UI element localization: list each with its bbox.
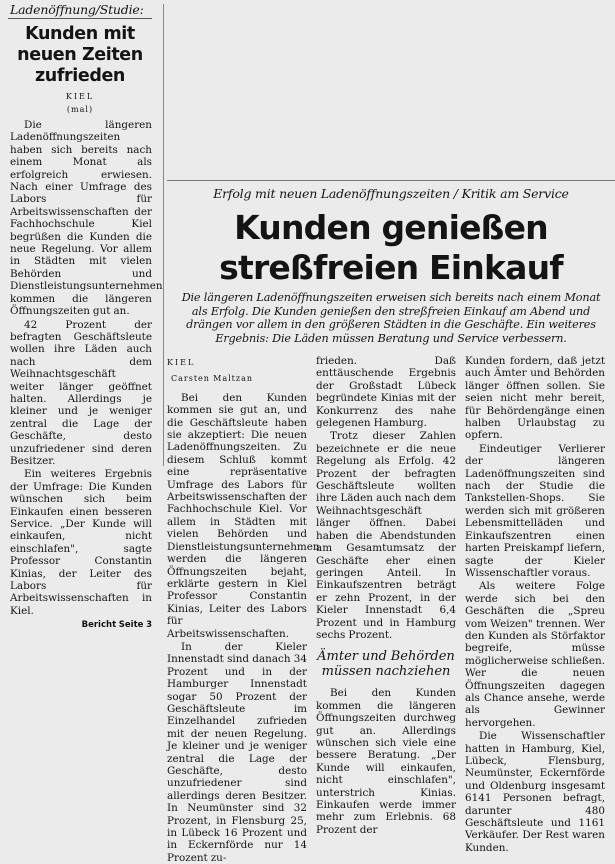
main-kicker: Erfolg mit neuen Ladenöffnungszeiten / Kritik am Service: [213, 186, 569, 201]
main-headline: [167, 208, 615, 288]
main-column-3: [465, 355, 605, 854]
column-divider: [163, 4, 164, 466]
main-lead: Die längeren Ladenöffnungszeiten erweisen sich bereits nach einem Monat als Erfolg. Die Kunden genießen den streßfreien Einkauf am Abend und drängen vor allem in den größeren Städten in die Geschäfte. Ein weiteres Ergebnis: Die Läden müssen Beratung und Service verbessern.: [181, 291, 601, 345]
left-dateline-place: KIEL: [65, 92, 95, 101]
main-subheading: Ämter und Behörden müssen nachziehen: [317, 649, 455, 680]
left-paragraph-2: 42 Prozent der befragten Geschäftsleute wollen ihre Läden auch nach dem Weihnachtsgeschäft weiter länger geöffnet halten. Allerdings je kleiner und je weniger zentral die Lage der Geschäfte, desto unzufriedener sind deren Besitzer.: [10, 318, 152, 467]
left-headline: Kunden mit neuen Zeiten zufrieden: [17, 24, 143, 86]
main-col3-paragraph-2: Eindeutiger Verlierer der längeren Ladenöffnungszeiten sind nach der Studie die Tankstellen-Shops. Sie werden sich mit größeren Lebensmittelläden und Einkaufszentren einen harten Preiskampf liefern, sagte der Kieler Wissenschaftler voraus.: [465, 442, 605, 579]
left-rubric: Ladenöffnung/Studie:: [10, 2, 144, 17]
main-col1-paragraph-1: Bei den Kunden kommen sie gut an, und die Geschäftsleute haben sie akzeptiert: Die neuen Ladenöffnungszeiten. Zu diesem Schluß kommt eine repräsentative Umfrage des Labors für Arbeitswissenschaften der Fachhochschule Kiel. Vor allem in Städten mit vielen Behörden und Dienstleistungsunternehmen werden die längeren Öffnungszeiten bejaht, erklärte gestern in Kiel Professor Constantin Kinias, Leiter des Labors für Arbeitswissenschaften.: [167, 391, 320, 640]
main-author: Carsten Maltzan: [171, 374, 254, 384]
left-article: [0, 0, 163, 631]
main-col2-paragraph-2: Trotz dieser Zahlen bezeichnete er die neue Regelung als Erfolg. 42 Prozent der befragten Geschäftsleute wollten ihre Läden auch nach dem Weihnachtsgeschäft länger öffnen. Dabei haben die Abendstunden am Gesamtumsatz der Geschäfte eher einen geringen Anteil. In Einkaufszentren beträgt er zehn Prozent, in der Kieler Innenstadt 6,4 Prozent und in Hamburg sechs Prozent.: [316, 430, 456, 641]
main-col2-paragraph-1: frieden. Daß enttäuschende Ergebnis der Großstadt Lübeck begründete Kinias mit der Konkurrenz des nahe gelegenen Hamburg.: [316, 355, 456, 430]
main-col1-paragraph-2: In der Kieler Innenstadt sind danach 34 Prozent und in der Hamburger Innenstadt sogar 50 Prozent der Geschäftsleute im Einzelhandel zufrieden mit der neuen Regelung. Je kleiner und je weniger zentral die Lage der Geschäfte, desto unzufriedener sind allerdings deren Besitzer. In Neumünster sind 32 Prozent, in Flensburg 25, in Lübeck 16 Prozent und in Eckernförde nur 14 Prozent zu-: [167, 640, 307, 864]
left-paragraph-1: Die längeren Ladenöffnungszeiten haben sich bereits nach einem Monat als erfolgreich erwiesen. Nach einer Umfrage des Labors für Arbeitswissenschaften der Fachhochschule Kiel begrüßen die Kunden die neue Regelung. Vor allem in Städten mit vielen Behörden und Dienstleistungsunternehmen kommen die längeren Öffnungszeiten gut an.: [10, 119, 163, 318]
left-rubric-rule: [8, 18, 152, 19]
main-article: [167, 180, 615, 864]
main-col2-paragraph-3: Bei den Kunden kommen die längeren Öffnungszeiten durchweg gut an. Allerdings wünschen sich viele eine bessere Beratung. „Der Kunde will einkaufen, nicht einschlafen", unterstrich Kinias. Einkaufen werde immer mehr zum Erlebnis. 68 Prozent der: [316, 687, 456, 836]
main-headline-line-2: streßfreien Einkauf: [219, 248, 563, 287]
main-column-2: [316, 355, 456, 836]
main-col3-paragraph-3: Als weitere Folge werde sich bei den Geschäften die „Spreu vom Weizen" trennen. Wer den Kunden als Störfaktor begreife, müsse möglicherweise schließen. Wer die neuen Öffnungszeiten dagegen als Chance ansehe, werde als Gewinner hervorgehen.: [465, 580, 605, 729]
left-body: [0, 119, 163, 632]
left-paragraph-3: Ein weiteres Ergebnis der Umfrage: Die Kunden wünschen sich beim Einkaufen einen besseren Service. „Der Kunde will einkaufen, nicht einschlafen", sagte Professor Constantin Kinias, der Leiter des Labors für Arbeitswissenschaften in Kiel.: [10, 468, 152, 617]
left-author: (mal): [66, 105, 94, 114]
main-dateline-place: KIEL: [167, 358, 196, 367]
main-column-1: [167, 355, 320, 864]
main-col3-paragraph-4: Die Wissenschaftler hatten in Hamburg, Kiel, Lübeck, Flensburg, Neumünster, Eckernförde und Oldenburg insgesamt 6141 Personen befragt, darunter 480 Geschäftsleute und 1161 Verkäufer. Der Rest waren Kunden.: [465, 730, 605, 854]
main-top-rule: [167, 180, 615, 181]
left-page-reference: Bericht Seite 3: [81, 620, 152, 631]
main-headline-line-1: Kunden genießen: [234, 208, 548, 247]
main-col3-paragraph-1: Kunden fordern, daß jetzt auch Ämter und Behörden länger öffnen sollen. Sie seien nicht mehr bereit, für Behördengänge einen halben Urlaubstag zu opfern.: [465, 355, 605, 442]
